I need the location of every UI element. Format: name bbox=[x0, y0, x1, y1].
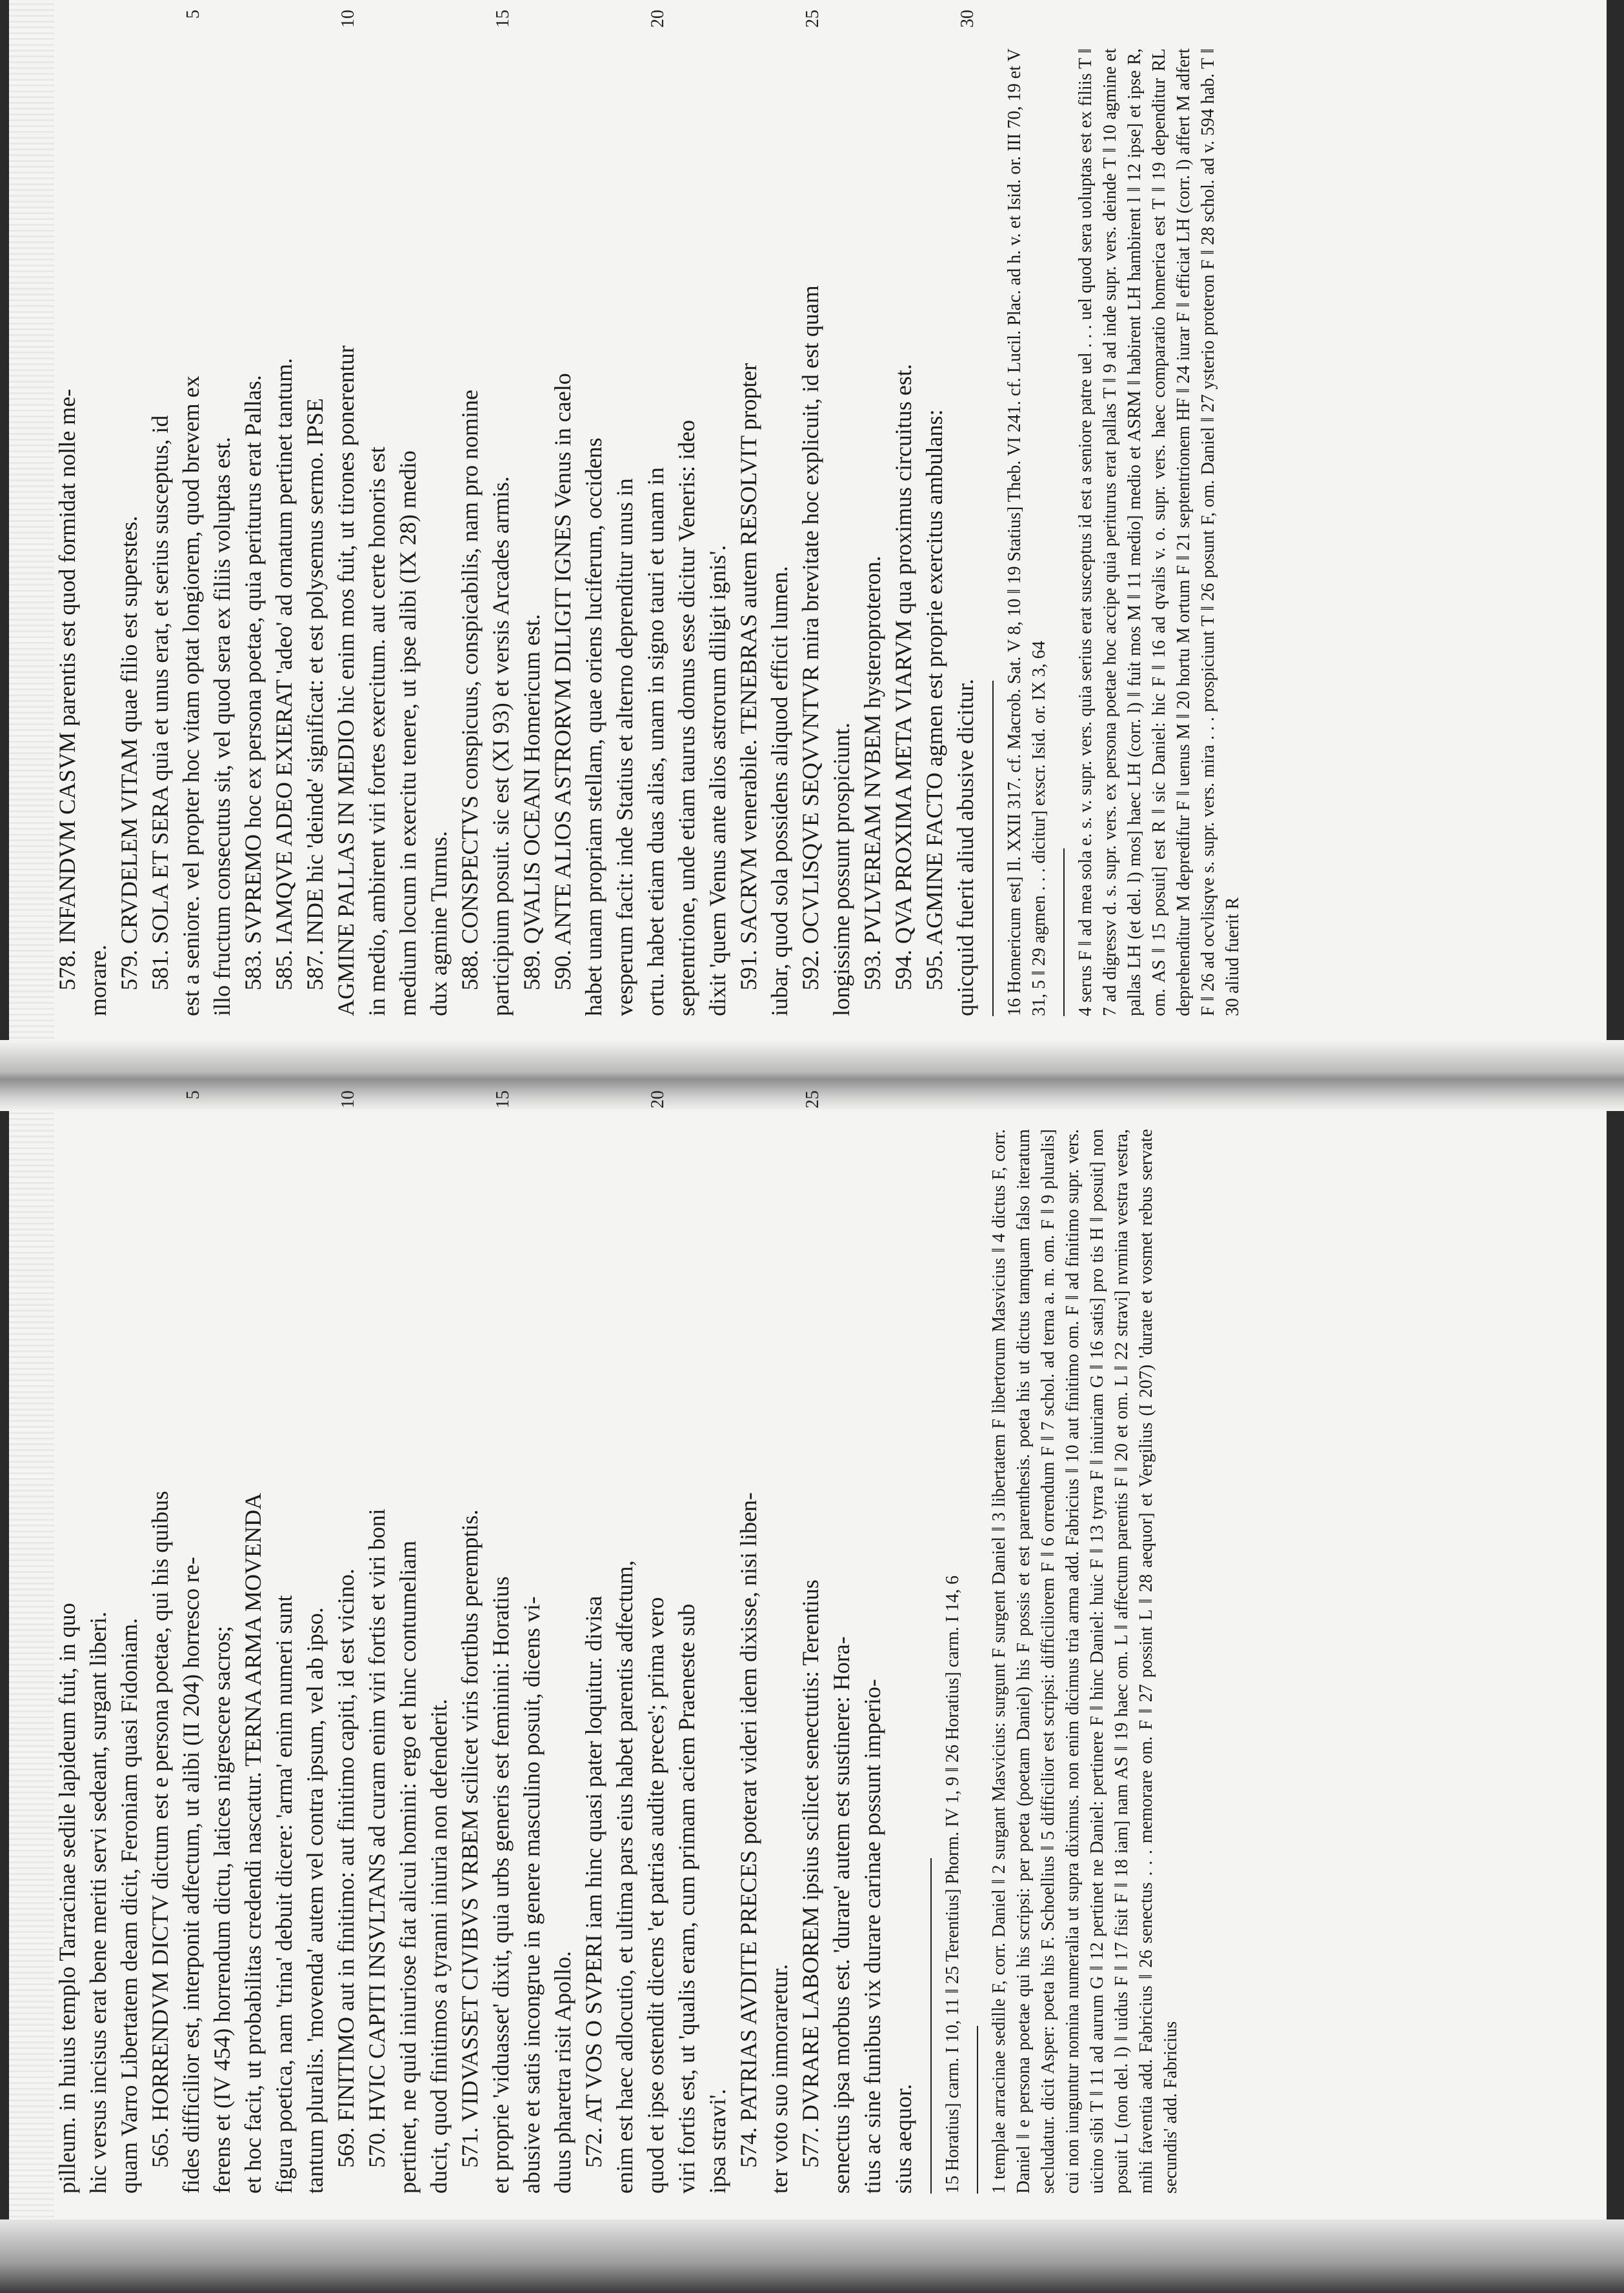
text-line: 587. INDE hic 'deinde' significat: et est polysemus sermo. IPSE bbox=[302, 398, 328, 990]
text-line: abusive et satis incongrue in genere masculino posuit, dicens vi- bbox=[519, 1596, 545, 2194]
page-a-rule-2 bbox=[1063, 848, 1065, 1016]
text-line: 572. AT VOS O SVPERI iam hinc quasi pater loquitur. divisa bbox=[581, 1596, 606, 2168]
page-b bbox=[52, 1090, 1181, 2194]
margin-line-number: 20 bbox=[648, 1090, 668, 1108]
text-line: viri fortis est, ut 'qualis eram, cum primam aciem Praeneste sub bbox=[674, 1603, 699, 2194]
text-line: pertinet, ne quid iniuriose fiat alicui homini: ergo et hinc contumeliam bbox=[395, 1540, 421, 2194]
text-line: sius aequor. bbox=[890, 2084, 916, 2194]
text-line: 590. ANTE ALIOS ASTRORVM DILIGIT IGNES Venus in caelo bbox=[550, 373, 576, 990]
text-line: ter voto suo inmoraretur. bbox=[767, 1964, 792, 2194]
text-line: tius ac sine funibus vix durare carinae possunt imperio- bbox=[859, 1679, 885, 2194]
text-line: 593. PVLVEREAM NVBEM hysteroproteron. bbox=[859, 556, 885, 990]
text-line: fides difficilior est, interponit adfectum, ut alibi (II 204) horresco re- 5 bbox=[175, 1129, 206, 2194]
margin-line-number: 15 bbox=[493, 1090, 513, 1108]
text-line: septentrione, unde etiam taurus domus esse dicitur Veneris: ideo bbox=[674, 419, 699, 1016]
text-line: 595. AGMINE FACTO agmen est proprie exercitus ambulans: bbox=[921, 409, 947, 990]
text-line: 585. IAMQVE ADEO EXIERAT 'adeo' ad ornatum pertinet tantum. bbox=[271, 357, 297, 990]
scan-edge-noise bbox=[9, 0, 54, 2293]
page-a-testimonia: 16 Homericum est] Il. XXII 317. cf. Macrob. Sat. V 8, 10 ‖ 19 Statius] Theb. VI 241. cf. Lucil. Plac. ad h. v. et Isid. or. III 70, 19 et V 31, 5 ‖ 29 agmen . . . dicitur] exscr. Isid. or. IX 3, 64 bbox=[1005, 48, 1049, 1016]
text-line: dux agmine Turnus. bbox=[426, 830, 452, 1016]
text-line: figura poetica, nam 'trina' debuit dicere: 'arma' enim numeri sunt bbox=[271, 1595, 297, 2194]
text-line: AGMINE PALLAS IN MEDIO hic enim mos fuit, ut tirones ponerentur 10 bbox=[330, 48, 361, 1016]
text-line: dixit 'quem Venus ante alios astrorum diligit ignis'. bbox=[705, 545, 730, 1016]
margin-line-number: 10 bbox=[338, 1090, 358, 1108]
text-line: ipsa stravi'. bbox=[705, 2088, 730, 2194]
text-line: habet unam propriam stellam, quae oriens luciferum, occidens bbox=[581, 437, 606, 1016]
page-b-apparatus: 1 templae arracinae sedille F, corr. Daniel ‖ 2 surgant Masvicius: surgunt F surgent Daniel ‖ 3 libertatem F libertorum Masvicius ‖ 4 dictus F, corr. Daniel ‖ e persona poetae qui his scripsi: per poeta (poetam Daniel) his F possis et est parenthesis. poeta his ut dictus tamquam falso iteratum secludatur. dicit Asper: poeta his F. Schoellius ‖ 5 difficilior est scripsi: difficiliorem F ‖ 6 orrendum F ‖ 7 schol. ad terna a. m. om. F ‖ 9 pluralis] cui non iunguntur nomina numeralia ut supra diximus. non enim dicimus tria arma add. Fabricius ‖ 10 aut finitimo om. F ‖ ad finitimo supr. vers. uicino sibi T ‖ 11 ad aurum G ‖ 12 pertinet ne Daniel: pertinere F ‖ hinc Daniel: huic F ‖ 13 tyrra F ‖ iniuriam G ‖ 16 satis] pro tis H ‖ posuit] non posuit L (non del. l) ‖ uidus F ‖ 17 fisit F ‖ 18 iam] nam AS ‖ 19 haec om. L ‖ affectum parentis F ‖ 20 et om. L ‖ 22 stravi] nvmina vestra vestra, mihi faventia add. Fabricius ‖ 26 senectus . . . memorare om. F ‖ 27 possint L ‖ 28 aequor] et Vergilius (I 207) 'durate et vosmet rebus servate secundis' add. Fabricius bbox=[989, 1129, 1181, 2194]
margin-line-number: 30 bbox=[957, 10, 977, 28]
text-line: 578. INFANDVM CASVM parentis est quod formidat nolle me- bbox=[54, 388, 80, 990]
text-line: 589. QVALIS OCEANI Homericum est. bbox=[519, 614, 545, 990]
scan-bottom-edge bbox=[0, 2219, 1624, 2293]
text-line: 570. HVIC CAPITI INSVLTANS ad curam enim viri fortis et viri boni bbox=[364, 1508, 390, 2168]
text-line: 583. SVPREMO hoc ex persona poetae, quia periturus erat Pallas. bbox=[240, 375, 266, 990]
text-line: participium posuit. sic est (XI 93) et versis Arcades armis. 15 bbox=[485, 48, 516, 1016]
text-line: 591. SACRVM venerabile. TENEBRAS autem RESOLVIT propter bbox=[736, 363, 761, 990]
text-line: ortu. habet etiam duas alias, unam in signo tauri et unam in 20 bbox=[640, 48, 671, 1016]
text-line: hic versus incisus erat bene meriti servi sedeant, surgant liberi. bbox=[85, 1611, 111, 2194]
text-line: quod et ipse ostendit dicens 'et patrias audite preces'; prima vero 20 bbox=[640, 1129, 671, 2194]
margin-line-number: 25 bbox=[803, 10, 823, 28]
text-line: 565. HORRENDVM DICTV dictum est e persona poetae, qui his quibus bbox=[147, 1490, 173, 2168]
text-line: 577. DVRARE LABOREM ipsius scilicet senectutis: Terentius 25 bbox=[795, 1129, 826, 2194]
text-line: ferens et (IV 454) horrendum dictu, latices nigrescere sacros; bbox=[209, 1626, 235, 2194]
page-a-rule bbox=[992, 681, 994, 1016]
page-b-rule-2 bbox=[977, 2026, 978, 2194]
text-line: 581. SOLA ET SERA quia et unus erat, et serius susceptus, id bbox=[147, 415, 173, 990]
text-line: tantum pluralis. 'movenda' autem vel contra ipsum, vel ab ipso. bbox=[302, 1607, 328, 2194]
text-line: ducit, quod finitimos a tyranni iniuria non defenderit. bbox=[426, 1699, 452, 2194]
text-line: vesperum facit: inde Statius et alterno deprenditur unus in bbox=[612, 478, 637, 1016]
text-line: morare. bbox=[85, 945, 111, 1016]
page-b-testimonia: 15 Horatius] carm. I 10, 11 ‖ 25 Terentius] Phorm. IV 1, 9 ‖ 26 Horatius] carm. I 14, 6 bbox=[943, 1575, 963, 2194]
text-line: iubar, quod sola possidens aliquod efficit lumen. bbox=[767, 566, 792, 1016]
text-line: 579. CRVDELEM VITAM quae filio est superstes. bbox=[116, 516, 142, 990]
text-line: 574. PATRIAS AVDITE PRECES poterat videri idem dixisse, nisi liben- bbox=[736, 1492, 761, 2168]
text-line: quicquid fuerit aliud abusive dicitur. 30 bbox=[950, 48, 981, 1016]
text-line: pilleum. in huius templo Tarracinae sedile lapideum fuit, in quo bbox=[54, 1603, 80, 2194]
text-line: est a seniore. vel propter hoc vitam optat longiorem, quod brevem ex 5 bbox=[175, 48, 206, 1016]
text-line: illo fructum consecutus sit, vel quod sera ex filiis voluptas est. bbox=[209, 437, 235, 1016]
page-b-rule bbox=[930, 1858, 932, 2194]
text-line: 571. VIDVASSET CIVIBVS VRBEM scilicet viris fortibus peremptis. bbox=[457, 1509, 483, 2168]
text-line: in medio, ambirent viri fortes exercitum. aut certe honoris est bbox=[364, 446, 390, 1016]
text-line: et hoc facit, ut probabilitas credendi nascatur. TERNA ARMA MOVENDA bbox=[240, 1492, 266, 2194]
text-line: 592. OCVLISQVE SEQVVNTVR mira brevitate hoc explicuit, id est quam 25 bbox=[795, 48, 826, 1016]
text-line: medium locum in exercitu tenere, ut ipse alibi (IX 28) medio bbox=[395, 450, 421, 1016]
text-line: 588. CONSPECTVS conspicuus, conspicabilis, nam pro nomine bbox=[457, 390, 483, 990]
margin-line-number: 15 bbox=[493, 10, 513, 28]
page-a-main-text bbox=[52, 10, 981, 1016]
text-line: 594. QVA PROXIMA META VIARVM qua proximus circuitus est. bbox=[890, 364, 916, 990]
page-a bbox=[52, 10, 1243, 1016]
margin-line-number: 5 bbox=[183, 1090, 203, 1099]
text-line: 569. FINITIMO aut in finitimo: aut finitimo capiti, id est vicino. 10 bbox=[330, 1129, 361, 2194]
text-line: enim est haec adlocutio, et ultima pars eius habet parentis adfectum, bbox=[612, 1560, 637, 2194]
text-line: longissime possunt prospiciunt. bbox=[828, 722, 854, 1016]
margin-line-number: 20 bbox=[648, 10, 668, 28]
margin-line-number: 25 bbox=[803, 1090, 823, 1108]
text-line: senectus ipsa morbus est. 'durare' autem est sustinere: Hora- bbox=[828, 1636, 854, 2194]
page-a-apparatus: 4 serus F ‖ ad mea sola e. s. v. supr. vers. quia serius erat susceptus id est a seniore patre uel . . . uel quod sera uoluptas est ex filiis T ‖ 7 ad digressv d. s. supr. vers. ex persona poetae hoc accipe quia periturus erat pallas T ‖ 9 ad inde supr. vers. deinde T ‖ 10 agmine et pallas LH (et del. l) mos] haec LH (corr. l) ‖ fuit mos M ‖ 11 medio] medio et ASRM ‖ habirent LH hambirent l ‖ 12 ipse] et ipse R, om. AS ‖ 15 posuit] est R ‖ sic Daniel: hic F ‖ 16 ad qvalis v. o. supr. vers. haec comparatio homerica est T ‖ 19 dependitur RL deprehenditur M depredifur F ‖ uenus M ‖ 20 hortu M ortum F ‖ 21 septentrionem HF ‖ 24 iurar F ‖ efficiat LH (corr. l) affert M adfert F ‖ 26 ad ocvlisqve s. supr. vers. mira . . . prospiciunt T ‖ 26 posunt F, om. Daniel ‖ 27 ysterio proteron F ‖ 28 schol. ad v. 594 hab. T ‖ 30 aliud fuerit R bbox=[1076, 48, 1243, 1016]
text-line: et proprie 'viduasset' dixit, quia urbs generis est feminini: Horatius 15 bbox=[485, 1129, 516, 2194]
text-line: duus pharetra risit Apollo. bbox=[550, 1951, 576, 2194]
margin-line-number: 5 bbox=[183, 10, 203, 19]
text-line: quam Varro Libertatem deam dicit, Feroniam quasi Fidoniam. bbox=[116, 1617, 142, 2194]
page-b-main-text bbox=[52, 1090, 919, 2194]
margin-line-number: 10 bbox=[338, 10, 358, 28]
